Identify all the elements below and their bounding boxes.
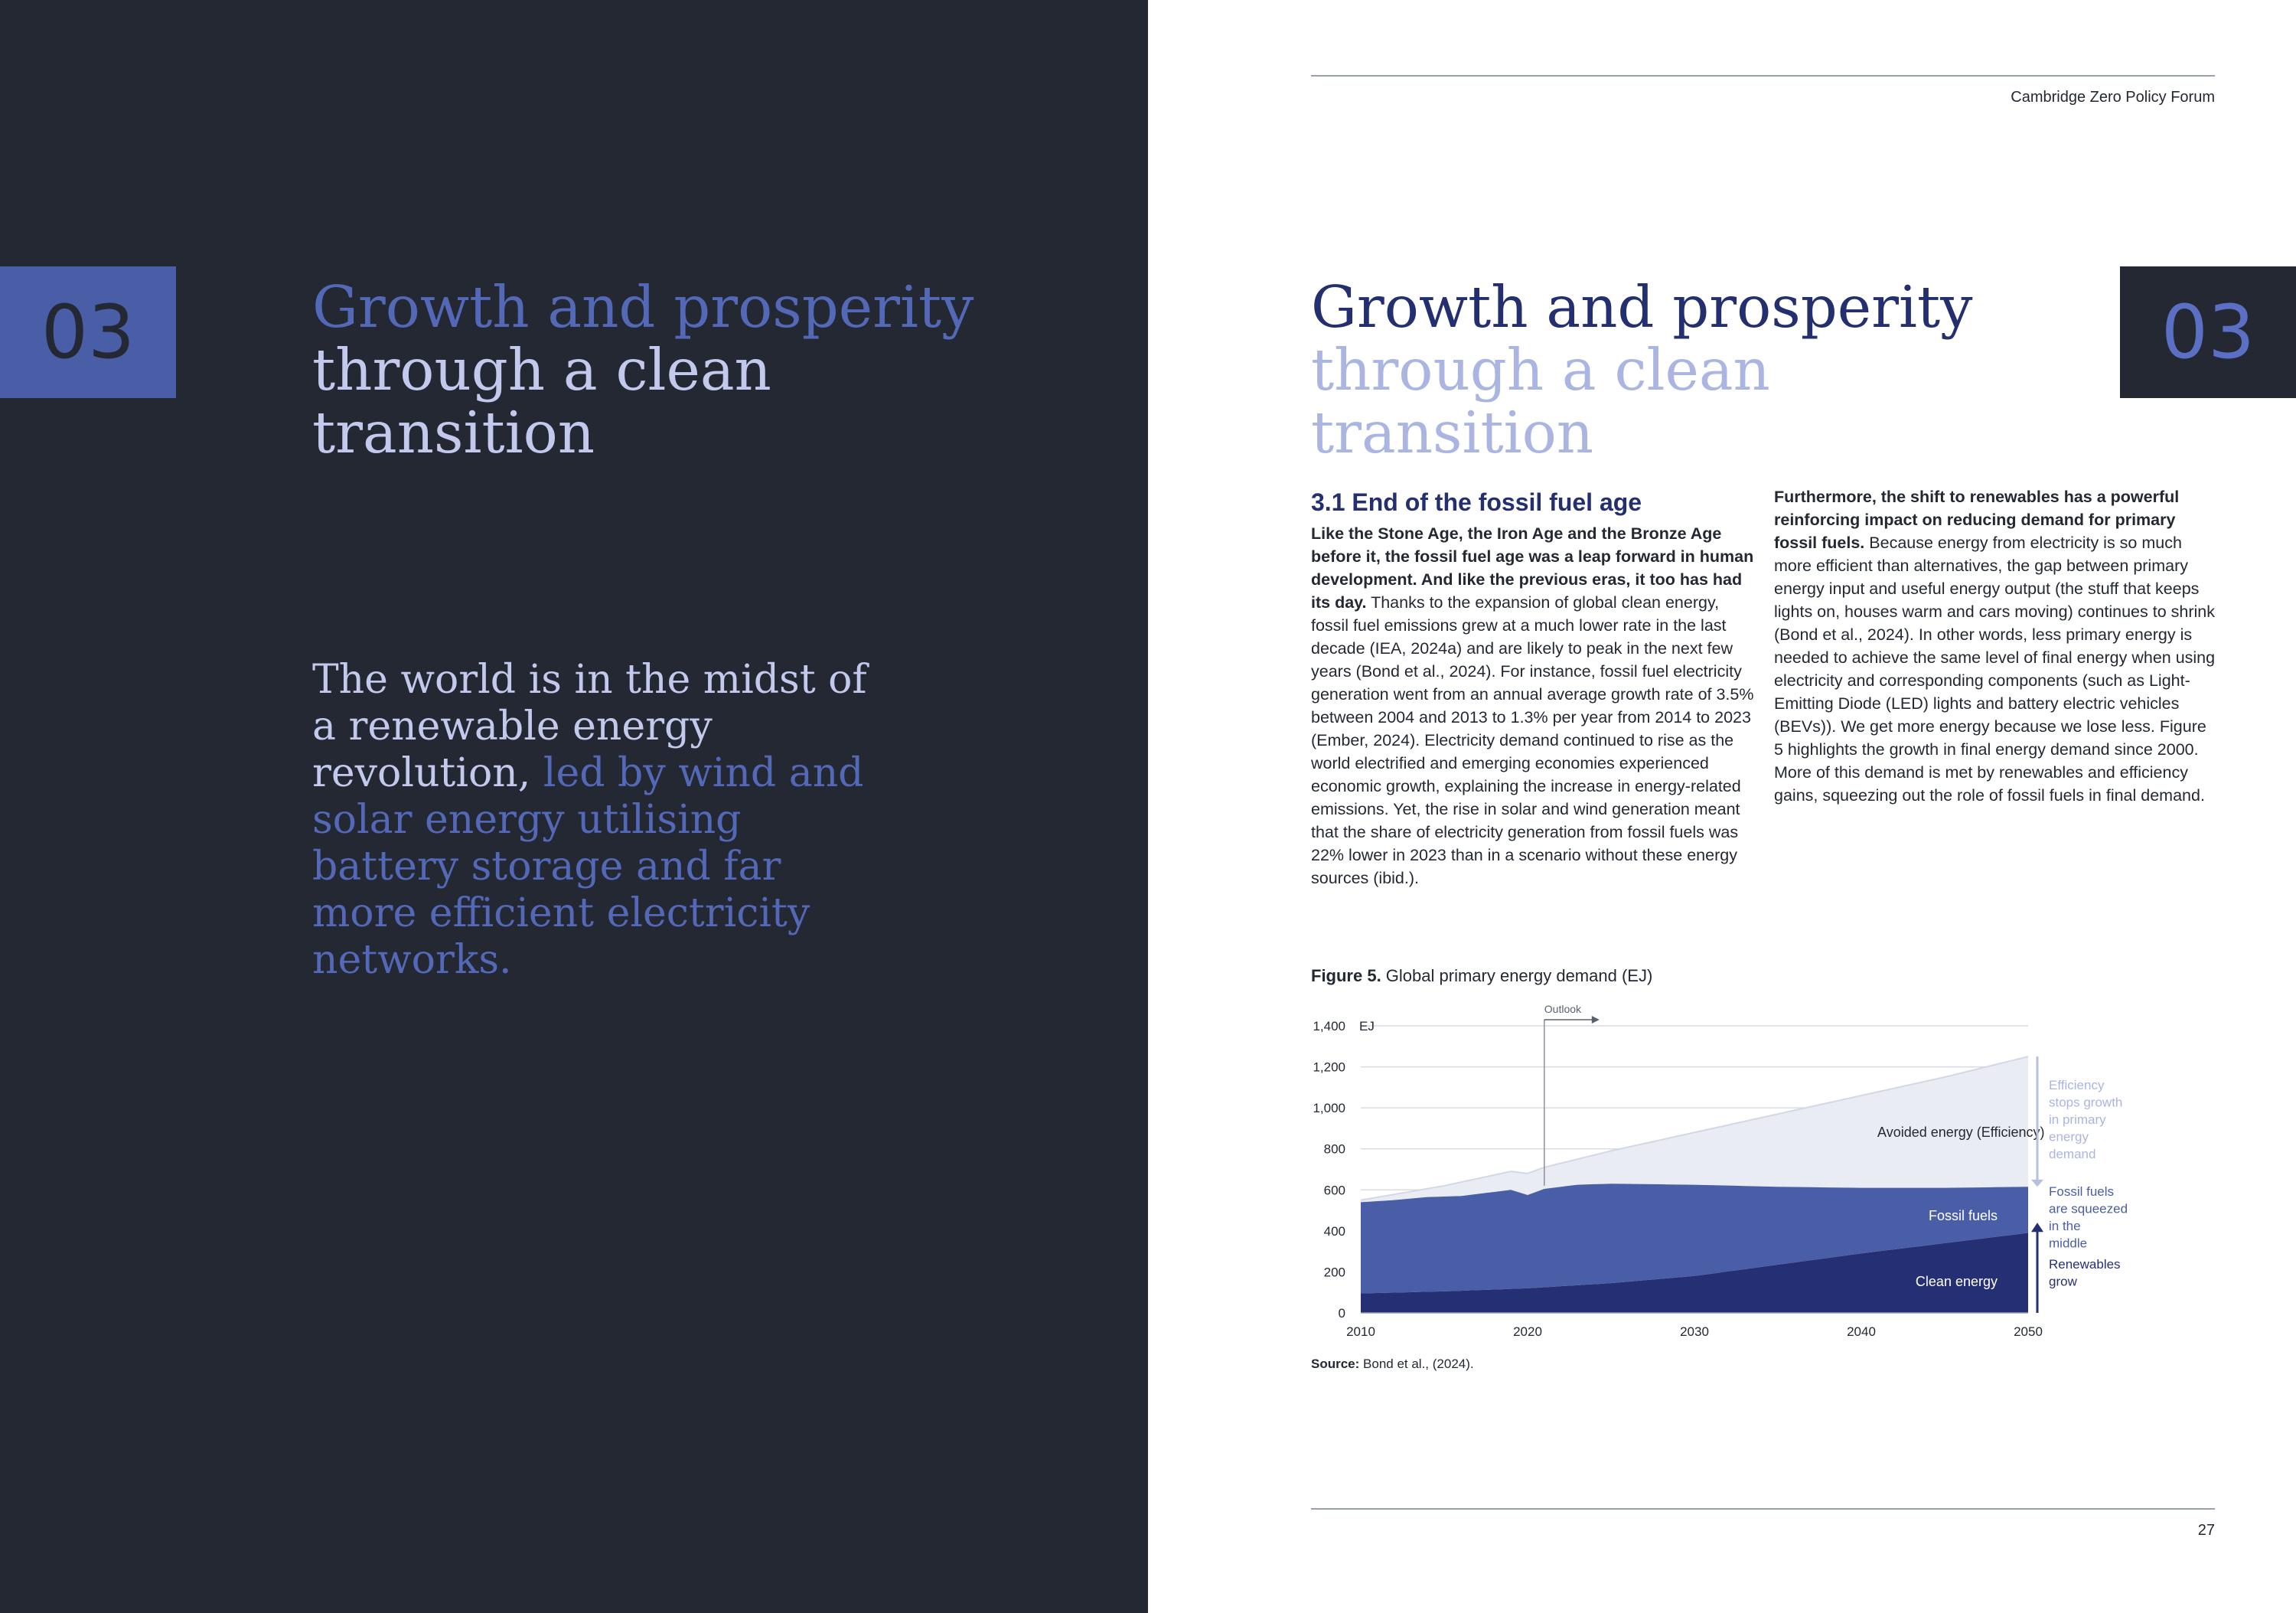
col2-body: Because energy from electricity is so much more efficient than alternatives, the gap between primary energy input and useful energy output (the stuff that keeps lights on, houses warm and cars moving) continues to shrink (Bond et al., 2024). In other words, less primary energy is needed to achieve the same level of final energy when using electricity and corresponding components (such as Light-Emitting Diode (LED) lights and battery electric vehicles (BEVs)). We get more energy because we lose less. Figure 5 highlights the growth in final energy demand since 2000. More of this demand is met by renewables and efficiency gains, squeezing out the role of fossil fuels in final demand. [1774, 534, 2216, 805]
section-number-box: 03 [0, 266, 176, 398]
source-label: Source: [1311, 1357, 1360, 1371]
text-column-2 [1774, 485, 2216, 807]
title-part-2: through a clean transition [312, 336, 771, 466]
efficiency-arrow-head [2031, 1180, 2043, 1187]
y-tick-label: 200 [1323, 1265, 1345, 1280]
text-column-1 [1311, 487, 1755, 890]
quote-part-2: led by wind and solar energy utilising battery storage and far more efficient electricity networks. [312, 750, 864, 983]
renewables-arrow-head [2031, 1223, 2043, 1232]
title-part-2: through a clean transition [1311, 336, 1770, 466]
x-tick-label: 2020 [1513, 1324, 1542, 1339]
quote-part-1: The world is in the midst of a renewable energy revolution, [312, 657, 867, 796]
left-page-title [312, 273, 1001, 466]
col1-lead: Like the Stone Age, the Iron Age and the Bronze Age before it, the fossil fuel age was a leap forward in human development. And like the previous eras, it too has had its day. [1311, 524, 1754, 612]
x-tick-label: 2030 [1680, 1324, 1709, 1339]
y-tick-label: 600 [1323, 1183, 1345, 1198]
x-tick-label: 2010 [1346, 1324, 1375, 1339]
figure-source [1311, 1357, 1474, 1372]
label-clean-energy: Clean energy [1915, 1274, 1998, 1289]
x-tick-label: 2040 [1847, 1324, 1876, 1339]
top-rule [1311, 75, 2215, 77]
running-header: Cambridge Zero Policy Forum [2011, 89, 2215, 106]
section-heading: 3.1 End of the fossil fuel age [1311, 488, 1642, 516]
figure-title: Global primary energy demand (EJ) [1381, 966, 1653, 985]
figure-caption [1311, 966, 1652, 986]
label-avoided-energy: Avoided energy (Efficiency) [1877, 1125, 2045, 1140]
y-tick-label: 0 [1338, 1306, 1345, 1321]
energy-demand-chart [1301, 999, 2158, 1347]
y-tick-label: 1,400 [1313, 1019, 1345, 1033]
y-tick-label: 1,000 [1313, 1101, 1345, 1116]
right-page [1148, 0, 2296, 1613]
y-tick-label: 800 [1323, 1141, 1345, 1157]
outlook-label: Outlook [1544, 1003, 1582, 1015]
right-page-title [1311, 273, 2000, 466]
title-part-1: Growth and prosperity [312, 273, 974, 341]
pull-quote [312, 657, 894, 984]
label-fossil-fuels: Fossil fuels [1928, 1208, 1998, 1223]
note-fossil-fuels: Fossil fuels are squeezed in the middle [2049, 1184, 2128, 1251]
col2-lead: Furthermore, the shift to renewables has a powerful reinforcing impact on reducing demand for primary fossil fuels. [1774, 488, 2180, 552]
source-text: Bond et al., (2024). [1359, 1357, 1474, 1371]
note-efficiency: Efficiency stops growth in primary energy demand [2049, 1078, 2123, 1161]
bottom-rule [1311, 1508, 2215, 1510]
note-renewables: Renewables grow [2049, 1257, 2121, 1289]
y-tick-label: 1,200 [1313, 1060, 1345, 1075]
x-tick-label: 2050 [2014, 1324, 2043, 1339]
title-part-1: Growth and prosperity [1311, 273, 1973, 341]
col1-body: Thanks to the expansion of global clean energy, fossil fuel emissions grew at a much lower rate in the last decade (IEA, 2024a) and are likely to peak in the next few years (Bond et al., 2024). For instance, fossil fuel electricity generation went from an annual average growth rate of 3.5% between 2004 and 2013 to 1.3% per year from 2014 to 2023 (Ember, 2024). Electricity demand continued to rise as the world electrified and emerging economies experienced economic growth, explaining the increase in energy-related emissions. Yet, the rise in solar and wind generation meant that the share of electricity generation from fossil fuels was 22% lower in 2023 than in a scenario without these energy sources (ibid.). [1311, 593, 1754, 887]
figure-label: Figure 5. [1311, 966, 1381, 985]
y-axis-unit: EJ [1359, 1019, 1375, 1033]
section-number-box: 03 [2120, 266, 2296, 398]
y-tick-label: 400 [1323, 1223, 1345, 1239]
page-number: 27 [2197, 1522, 2215, 1539]
outlook-arrow-head [1592, 1016, 1600, 1024]
